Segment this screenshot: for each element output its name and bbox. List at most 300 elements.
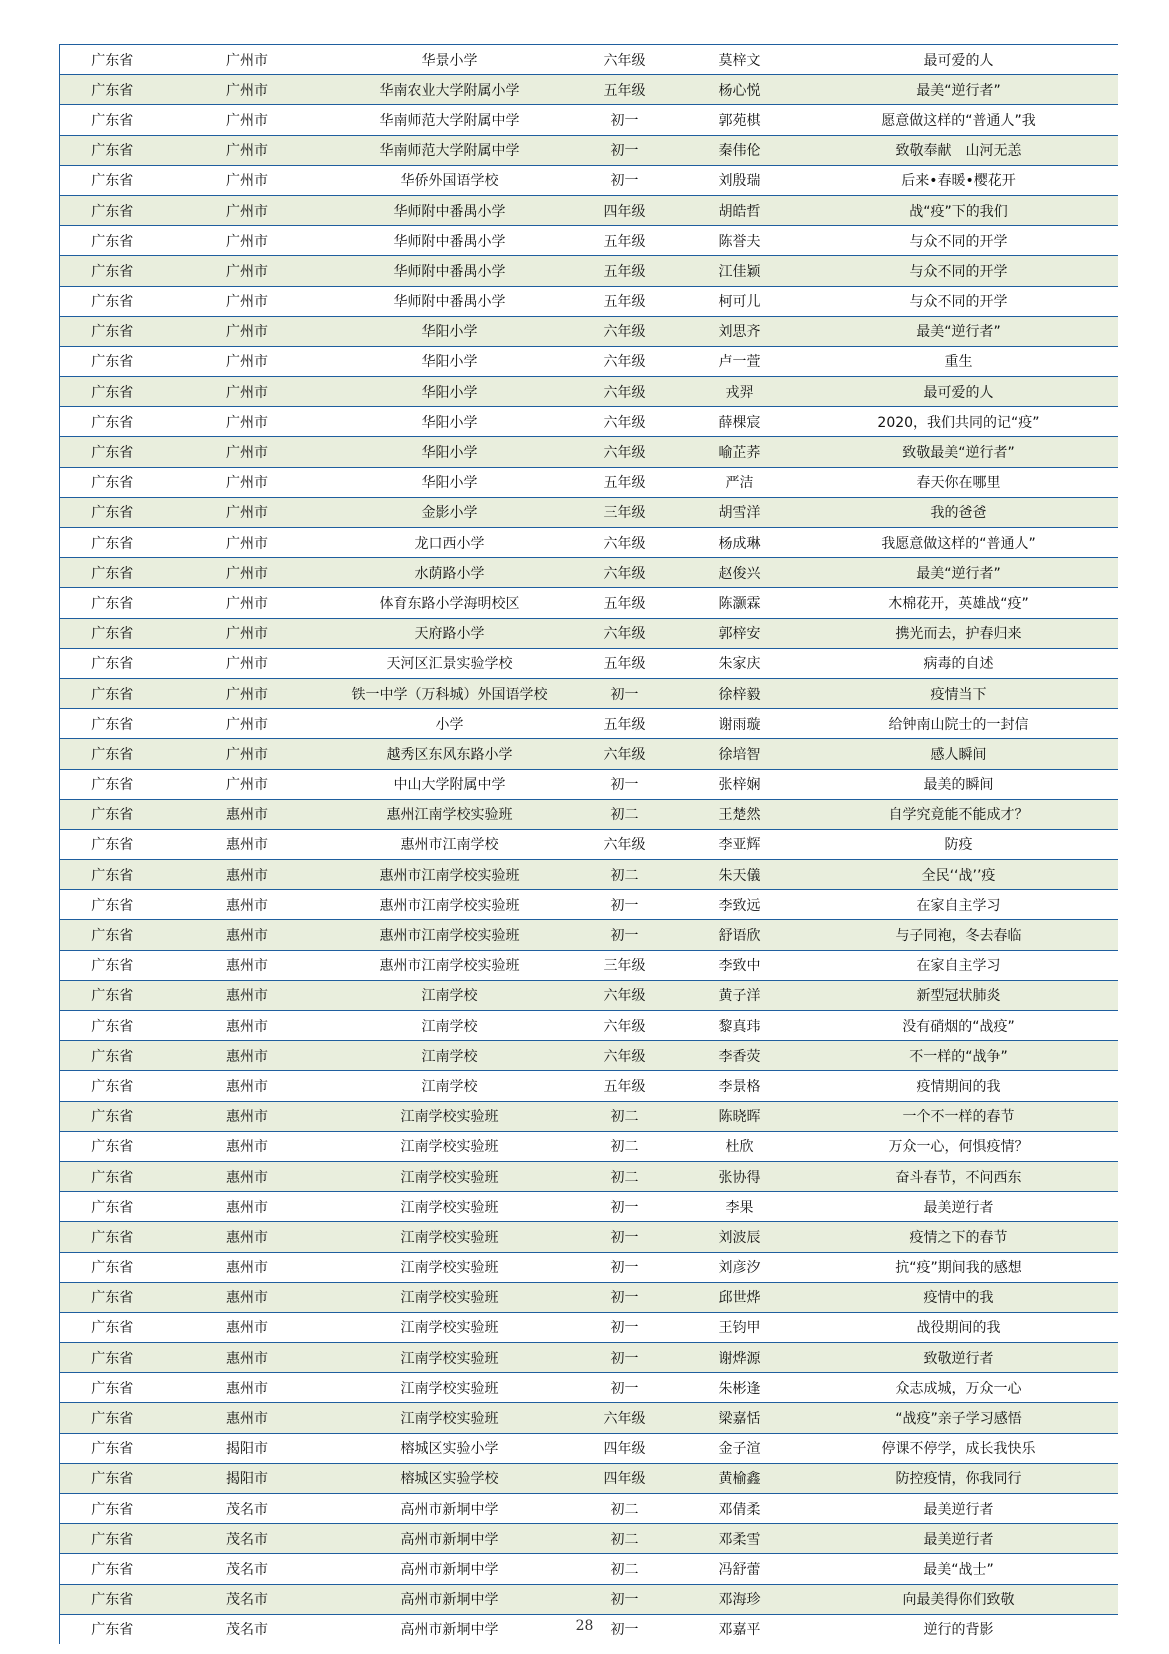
province-cell: 广东省 [60, 1222, 165, 1252]
grade-cell: 初二 [570, 1494, 680, 1524]
province-cell: 广东省 [60, 377, 165, 407]
essay-title-cell: 后来•春暖•樱花开 [800, 165, 1118, 195]
school-cell: 华师附中番禺小学 [330, 226, 570, 256]
table-row [60, 1222, 1118, 1252]
province-cell: 广东省 [60, 135, 165, 165]
grade-cell: 初一 [570, 890, 680, 920]
table-row [60, 1433, 1118, 1463]
school-cell: 惠州市江南学校实验班 [330, 860, 570, 890]
student-name-cell: 徐梓毅 [680, 678, 800, 708]
table-row [60, 1011, 1118, 1041]
table-row [60, 1071, 1118, 1101]
student-name-cell: 王楚然 [680, 799, 800, 829]
essay-title-cell: 停课不停学，成长我快乐 [800, 1433, 1118, 1463]
student-name-cell: 杜欣 [680, 1131, 800, 1161]
student-name-cell: 张协得 [680, 1161, 800, 1191]
student-name-cell: 陈灏霖 [680, 588, 800, 618]
table-row [60, 950, 1118, 980]
school-cell: 江南学校实验班 [330, 1192, 570, 1222]
school-cell: 江南学校实验班 [330, 1282, 570, 1312]
school-cell: 高州市新垌中学 [330, 1524, 570, 1554]
city-cell: 广州市 [165, 678, 330, 708]
essay-title-cell: 致敬逆行者 [800, 1343, 1118, 1373]
city-cell: 惠州市 [165, 1252, 330, 1282]
school-cell: 江南学校实验班 [330, 1403, 570, 1433]
city-cell: 揭阳市 [165, 1433, 330, 1463]
essay-title-cell: 全民‘‘战’’疫 [800, 860, 1118, 890]
grade-cell: 六年级 [570, 346, 680, 376]
province-cell: 广东省 [60, 1403, 165, 1433]
award-list-table [59, 44, 1118, 1644]
student-name-cell: 李致中 [680, 950, 800, 980]
table-row [60, 528, 1118, 558]
student-name-cell: 胡雪洋 [680, 497, 800, 527]
table-row [60, 1584, 1118, 1614]
grade-cell: 五年级 [570, 286, 680, 316]
table-row [60, 135, 1118, 165]
grade-cell: 六年级 [570, 45, 680, 75]
table-row [60, 467, 1118, 497]
city-cell: 广州市 [165, 75, 330, 105]
table-row [60, 165, 1118, 195]
student-name-cell: 薛棵宸 [680, 407, 800, 437]
table-row [60, 1041, 1118, 1071]
table-row [60, 678, 1118, 708]
table-row [60, 709, 1118, 739]
student-name-cell: 邓嘉平 [680, 1614, 800, 1644]
school-cell: 铁一中学（万科城）外国语学校 [330, 678, 570, 708]
student-name-cell: 舒语欣 [680, 920, 800, 950]
essay-title-cell: 疫情期间的我 [800, 1071, 1118, 1101]
school-cell: 江南学校 [330, 1041, 570, 1071]
grade-cell: 六年级 [570, 618, 680, 648]
province-cell: 广东省 [60, 165, 165, 195]
grade-cell: 五年级 [570, 588, 680, 618]
table-row [60, 1463, 1118, 1493]
province-cell: 广东省 [60, 1011, 165, 1041]
table-row [60, 1403, 1118, 1433]
student-name-cell: 刘思齐 [680, 316, 800, 346]
student-name-cell: 刘波辰 [680, 1222, 800, 1252]
student-name-cell: 李果 [680, 1192, 800, 1222]
province-cell: 广东省 [60, 467, 165, 497]
grade-cell: 五年级 [570, 75, 680, 105]
province-cell: 广东省 [60, 829, 165, 859]
student-name-cell: 徐培智 [680, 739, 800, 769]
city-cell: 惠州市 [165, 950, 330, 980]
essay-title-cell: 向最美得你们致敬 [800, 1584, 1118, 1614]
province-cell: 广东省 [60, 1161, 165, 1191]
essay-title-cell: 众志成城，万众一心 [800, 1373, 1118, 1403]
grade-cell: 五年级 [570, 709, 680, 739]
city-cell: 广州市 [165, 558, 330, 588]
city-cell: 茂名市 [165, 1584, 330, 1614]
province-cell: 广东省 [60, 1554, 165, 1584]
school-cell: 华景小学 [330, 45, 570, 75]
city-cell: 广州市 [165, 346, 330, 376]
school-cell: 惠州江南学校实验班 [330, 799, 570, 829]
student-name-cell: 郭苑棋 [680, 105, 800, 135]
essay-title-cell: 与子同袍，冬去春临 [800, 920, 1118, 950]
province-cell: 广东省 [60, 1071, 165, 1101]
essay-title-cell: “战疫”亲子学习感悟 [800, 1403, 1118, 1433]
grade-cell: 六年级 [570, 980, 680, 1010]
grade-cell: 六年级 [570, 739, 680, 769]
student-name-cell: 江佳颖 [680, 256, 800, 286]
essay-title-cell: 疫情中的我 [800, 1282, 1118, 1312]
table-row [60, 346, 1118, 376]
essay-title-cell: 最美逆行者 [800, 1494, 1118, 1524]
province-cell: 广东省 [60, 769, 165, 799]
province-cell: 广东省 [60, 1614, 165, 1644]
grade-cell: 初二 [570, 799, 680, 829]
school-cell: 高州市新垌中学 [330, 1614, 570, 1644]
table-row [60, 437, 1118, 467]
school-cell: 江南学校实验班 [330, 1373, 570, 1403]
city-cell: 广州市 [165, 739, 330, 769]
school-cell: 江南学校实验班 [330, 1222, 570, 1252]
school-cell: 江南学校实验班 [330, 1131, 570, 1161]
school-cell: 华阳小学 [330, 377, 570, 407]
essay-title-cell: 愿意做这样的“普通人”我 [800, 105, 1118, 135]
province-cell: 广东省 [60, 1584, 165, 1614]
school-cell: 天河区汇景实验学校 [330, 648, 570, 678]
table-row [60, 739, 1118, 769]
essay-title-cell: 最美逆行者 [800, 1192, 1118, 1222]
table-row [60, 618, 1118, 648]
school-cell: 江南学校实验班 [330, 1312, 570, 1342]
grade-cell: 五年级 [570, 256, 680, 286]
province-cell: 广东省 [60, 739, 165, 769]
province-cell: 广东省 [60, 1192, 165, 1222]
school-cell: 华阳小学 [330, 467, 570, 497]
city-cell: 惠州市 [165, 890, 330, 920]
city-cell: 广州市 [165, 377, 330, 407]
grade-cell: 初一 [570, 920, 680, 950]
province-cell: 广东省 [60, 1312, 165, 1342]
city-cell: 茂名市 [165, 1614, 330, 1644]
school-cell: 华侨外国语学校 [330, 165, 570, 195]
city-cell: 茂名市 [165, 1524, 330, 1554]
school-cell: 华阳小学 [330, 407, 570, 437]
table-row [60, 829, 1118, 859]
province-cell: 广东省 [60, 1252, 165, 1282]
city-cell: 广州市 [165, 709, 330, 739]
province-cell: 广东省 [60, 286, 165, 316]
province-cell: 广东省 [60, 588, 165, 618]
essay-title-cell: 与众不同的开学 [800, 286, 1118, 316]
student-name-cell: 李香荧 [680, 1041, 800, 1071]
essay-title-cell: 木棉花开，英雄战“疫” [800, 588, 1118, 618]
grade-cell: 初一 [570, 1373, 680, 1403]
city-cell: 广州市 [165, 588, 330, 618]
student-name-cell: 陈誉夫 [680, 226, 800, 256]
table-row [60, 1282, 1118, 1312]
essay-title-cell: 最美逆行者 [800, 1524, 1118, 1554]
province-cell: 广东省 [60, 45, 165, 75]
student-name-cell: 黄子洋 [680, 980, 800, 1010]
grade-cell: 六年级 [570, 1011, 680, 1041]
table-row [60, 1161, 1118, 1191]
city-cell: 广州市 [165, 45, 330, 75]
essay-title-cell: 携光而去，护春归来 [800, 618, 1118, 648]
school-cell: 榕城区实验学校 [330, 1463, 570, 1493]
grade-cell: 六年级 [570, 316, 680, 346]
city-cell: 广州市 [165, 528, 330, 558]
essay-title-cell: 与众不同的开学 [800, 226, 1118, 256]
table-row [60, 45, 1118, 75]
grade-cell: 六年级 [570, 558, 680, 588]
school-cell: 惠州市江南学校实验班 [330, 890, 570, 920]
grade-cell: 初二 [570, 1101, 680, 1131]
city-cell: 广州市 [165, 467, 330, 497]
school-cell: 华南师范大学附属中学 [330, 135, 570, 165]
grade-cell: 初一 [570, 1192, 680, 1222]
student-name-cell: 秦伟伦 [680, 135, 800, 165]
grade-cell: 五年级 [570, 1071, 680, 1101]
essay-title-cell: 疫情当下 [800, 678, 1118, 708]
essay-title-cell: 不一样的“战争” [800, 1041, 1118, 1071]
essay-title-cell: 在家自主学习 [800, 950, 1118, 980]
province-cell: 广东省 [60, 528, 165, 558]
school-cell: 中山大学附属中学 [330, 769, 570, 799]
student-name-cell: 胡皓哲 [680, 195, 800, 225]
student-name-cell: 张梓娴 [680, 769, 800, 799]
table-row [60, 769, 1118, 799]
school-cell: 高州市新垌中学 [330, 1494, 570, 1524]
essay-title-cell: 战“疫”下的我们 [800, 195, 1118, 225]
essay-title-cell: 最美“战士” [800, 1554, 1118, 1584]
province-cell: 广东省 [60, 920, 165, 950]
grade-cell: 初一 [570, 1222, 680, 1252]
school-cell: 榕城区实验小学 [330, 1433, 570, 1463]
city-cell: 广州市 [165, 286, 330, 316]
essay-title-cell: 最美“逆行者” [800, 558, 1118, 588]
essay-title-cell: 逆行的背影 [800, 1614, 1118, 1644]
essay-title-cell: 2020，我们共同的记“疫” [800, 407, 1118, 437]
essay-title-cell: 万众一心，何惧疫情？ [800, 1131, 1118, 1161]
grade-cell: 初二 [570, 1554, 680, 1584]
student-name-cell: 卢一萱 [680, 346, 800, 376]
student-name-cell: 朱天儀 [680, 860, 800, 890]
student-name-cell: 谢雨璇 [680, 709, 800, 739]
student-name-cell: 朱彬逢 [680, 1373, 800, 1403]
province-cell: 广东省 [60, 195, 165, 225]
city-cell: 广州市 [165, 407, 330, 437]
table-row [60, 75, 1118, 105]
student-name-cell: 赵俊兴 [680, 558, 800, 588]
essay-title-cell: 最美“逆行者” [800, 75, 1118, 105]
essay-title-cell: 奋斗春节，不问西东 [800, 1161, 1118, 1191]
province-cell: 广东省 [60, 648, 165, 678]
province-cell: 广东省 [60, 256, 165, 286]
student-name-cell: 李景格 [680, 1071, 800, 1101]
province-cell: 广东省 [60, 407, 165, 437]
school-cell: 体育东路小学海明校区 [330, 588, 570, 618]
school-cell: 惠州市江南学校实验班 [330, 950, 570, 980]
province-cell: 广东省 [60, 1433, 165, 1463]
city-cell: 惠州市 [165, 980, 330, 1010]
city-cell: 广州市 [165, 226, 330, 256]
city-cell: 广州市 [165, 316, 330, 346]
table-row [60, 497, 1118, 527]
city-cell: 广州市 [165, 618, 330, 648]
city-cell: 惠州市 [165, 1192, 330, 1222]
student-name-cell: 陈晓晖 [680, 1101, 800, 1131]
province-cell: 广东省 [60, 1494, 165, 1524]
table-row [60, 1252, 1118, 1282]
school-cell: 惠州市江南学校实验班 [330, 920, 570, 950]
student-name-cell: 刘彦汐 [680, 1252, 800, 1282]
province-cell: 广东省 [60, 618, 165, 648]
student-name-cell: 冯舒蕾 [680, 1554, 800, 1584]
student-name-cell: 朱家庆 [680, 648, 800, 678]
school-cell: 金影小学 [330, 497, 570, 527]
student-name-cell: 李致远 [680, 890, 800, 920]
student-name-cell: 邓倩柔 [680, 1494, 800, 1524]
city-cell: 惠州市 [165, 1041, 330, 1071]
essay-title-cell: 一个不一样的春节 [800, 1101, 1118, 1131]
grade-cell: 初一 [570, 105, 680, 135]
student-name-cell: 黎真玮 [680, 1011, 800, 1041]
table-row [60, 407, 1118, 437]
city-cell: 惠州市 [165, 920, 330, 950]
province-cell: 广东省 [60, 678, 165, 708]
city-cell: 惠州市 [165, 1373, 330, 1403]
student-name-cell: 严洁 [680, 467, 800, 497]
table-row [60, 860, 1118, 890]
grade-cell: 六年级 [570, 1403, 680, 1433]
school-cell: 华阳小学 [330, 316, 570, 346]
province-cell: 广东省 [60, 1041, 165, 1071]
school-cell: 华阳小学 [330, 346, 570, 376]
school-cell: 水荫路小学 [330, 558, 570, 588]
grade-cell: 六年级 [570, 377, 680, 407]
grade-cell: 三年级 [570, 950, 680, 980]
city-cell: 惠州市 [165, 829, 330, 859]
city-cell: 惠州市 [165, 1161, 330, 1191]
table-row [60, 286, 1118, 316]
grade-cell: 六年级 [570, 829, 680, 859]
essay-title-cell: 最美“逆行者” [800, 316, 1118, 346]
province-cell: 广东省 [60, 799, 165, 829]
school-cell: 江南学校 [330, 1011, 570, 1041]
province-cell: 广东省 [60, 346, 165, 376]
province-cell: 广东省 [60, 75, 165, 105]
province-cell: 广东省 [60, 950, 165, 980]
city-cell: 广州市 [165, 165, 330, 195]
province-cell: 广东省 [60, 1343, 165, 1373]
city-cell: 惠州市 [165, 1131, 330, 1161]
grade-cell: 初一 [570, 769, 680, 799]
city-cell: 广州市 [165, 195, 330, 225]
grade-cell: 初二 [570, 860, 680, 890]
school-cell: 华南农业大学附属小学 [330, 75, 570, 105]
essay-title-cell: 自学究竟能不能成才？ [800, 799, 1118, 829]
province-cell: 广东省 [60, 1101, 165, 1131]
school-cell: 龙口西小学 [330, 528, 570, 558]
student-name-cell: 梁嘉恬 [680, 1403, 800, 1433]
province-cell: 广东省 [60, 437, 165, 467]
grade-cell: 四年级 [570, 1463, 680, 1493]
grade-cell: 初一 [570, 1312, 680, 1342]
student-name-cell: 莫梓文 [680, 45, 800, 75]
province-cell: 广东省 [60, 1524, 165, 1554]
student-name-cell: 郭梓安 [680, 618, 800, 648]
grade-cell: 三年级 [570, 497, 680, 527]
province-cell: 广东省 [60, 709, 165, 739]
essay-title-cell: 抗“疫”期间我的感想 [800, 1252, 1118, 1282]
province-cell: 广东省 [60, 980, 165, 1010]
province-cell: 广东省 [60, 226, 165, 256]
school-cell: 江南学校实验班 [330, 1161, 570, 1191]
essay-title-cell: 防控疫情，你我同行 [800, 1463, 1118, 1493]
table-row [60, 1524, 1118, 1554]
essay-title-cell: 防疫 [800, 829, 1118, 859]
essay-title-cell: 最美的瞬间 [800, 769, 1118, 799]
city-cell: 惠州市 [165, 860, 330, 890]
city-cell: 惠州市 [165, 1403, 330, 1433]
province-cell: 广东省 [60, 1463, 165, 1493]
table-row [60, 1373, 1118, 1403]
table-row [60, 1192, 1118, 1222]
essay-title-cell: 与众不同的开学 [800, 256, 1118, 286]
city-cell: 广州市 [165, 769, 330, 799]
grade-cell: 五年级 [570, 467, 680, 497]
city-cell: 惠州市 [165, 1101, 330, 1131]
school-cell: 小学 [330, 709, 570, 739]
essay-title-cell: 给钟南山院士的一封信 [800, 709, 1118, 739]
city-cell: 茂名市 [165, 1554, 330, 1584]
grade-cell: 初一 [570, 1252, 680, 1282]
city-cell: 惠州市 [165, 1343, 330, 1373]
province-cell: 广东省 [60, 105, 165, 135]
essay-title-cell: 最可爱的人 [800, 45, 1118, 75]
essay-title-cell: 疫情之下的春节 [800, 1222, 1118, 1252]
city-cell: 茂名市 [165, 1494, 330, 1524]
essay-title-cell: 感人瞬间 [800, 739, 1118, 769]
table-row [60, 558, 1118, 588]
student-name-cell: 杨心悦 [680, 75, 800, 105]
school-cell: 高州市新垌中学 [330, 1584, 570, 1614]
grade-cell: 初一 [570, 1614, 680, 1644]
grade-cell: 初二 [570, 1524, 680, 1554]
essay-title-cell: 重生 [800, 346, 1118, 376]
province-cell: 广东省 [60, 890, 165, 920]
city-cell: 广州市 [165, 105, 330, 135]
essay-title-cell: 在家自主学习 [800, 890, 1118, 920]
province-cell: 广东省 [60, 1282, 165, 1312]
essay-title-cell: 春天你在哪里 [800, 467, 1118, 497]
essay-title-cell: 病毒的自述 [800, 648, 1118, 678]
grade-cell: 四年级 [570, 1433, 680, 1463]
grade-cell: 初二 [570, 1161, 680, 1191]
city-cell: 广州市 [165, 256, 330, 286]
school-cell: 华师附中番禺小学 [330, 256, 570, 286]
essay-title-cell: 最可爱的人 [800, 377, 1118, 407]
grade-cell: 六年级 [570, 1041, 680, 1071]
table-row [60, 377, 1118, 407]
student-name-cell: 邓柔雪 [680, 1524, 800, 1554]
city-cell: 惠州市 [165, 1071, 330, 1101]
grade-cell: 四年级 [570, 195, 680, 225]
table-row [60, 1343, 1118, 1373]
table-row [60, 588, 1118, 618]
grade-cell: 初一 [570, 1343, 680, 1373]
school-cell: 华师附中番禺小学 [330, 286, 570, 316]
essay-title-cell: 新型冠状肺炎 [800, 980, 1118, 1010]
page-number: 28 [575, 1618, 594, 1634]
